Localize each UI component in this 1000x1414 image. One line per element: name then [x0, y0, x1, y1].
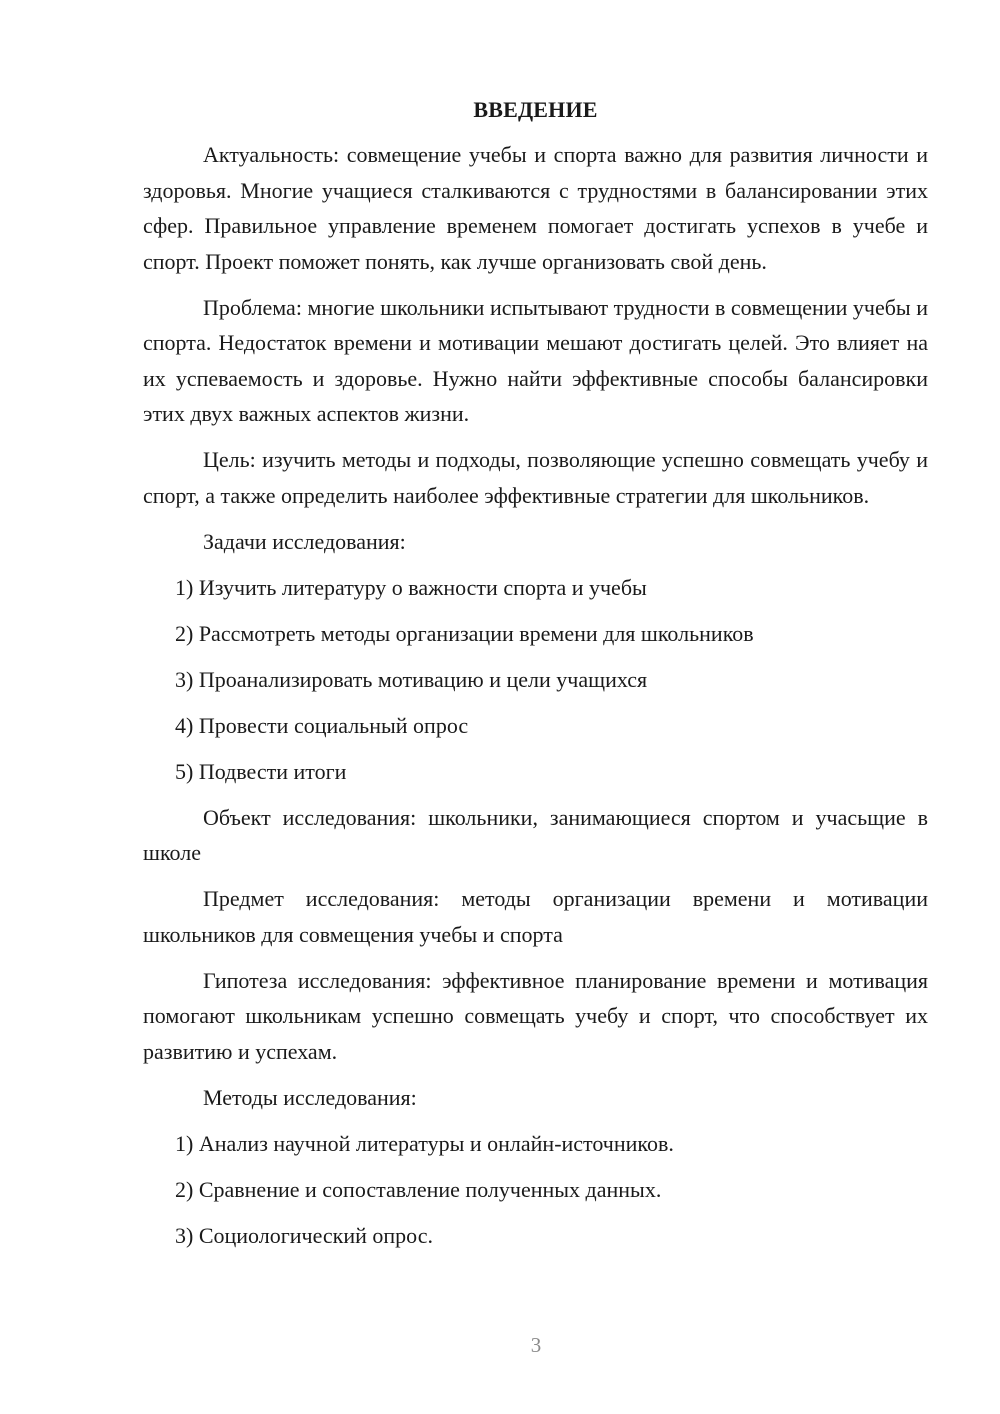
methods-list-item: 2) Сравнение и сопоставление полученных данных. — [175, 1176, 662, 1202]
tasks-label: Задачи исследования: — [203, 528, 406, 554]
page-title: ВВЕДЕНИЕ — [473, 97, 598, 122]
tasks-list-item: 1) Изучить литературу о важности спорта и учебы — [175, 574, 647, 600]
page-content — [143, 92, 928, 1253]
goal-paragraph: Цель: изучить методы и подходы, позволяющие успешно совмещать учебу и спорт, а также определить наиболее эффективные стратегии для школьников. — [143, 447, 928, 508]
tasks-list-item: 5) Подвести итоги — [175, 758, 347, 784]
tasks-list-item: 3) Проанализировать мотивацию и цели учащихся — [175, 666, 648, 692]
methods-list-item: 3) Социологический опрос. — [175, 1222, 433, 1248]
relevance-paragraph: Актуальность: совмещение учебы и спорта важно для развития личности и здоровья. Многие учащиеся сталкиваются с трудностями в балансировании этих сфер. Правильное управление временем помогает достигать успехов в учебе и спорт. Проект поможет понять, как лучше организовать свой день. — [143, 142, 928, 274]
problem-paragraph: Проблема: многие школьники испытывают трудности в совмещении учебы и спорта. Недостаток времени и мотивации мешают достигать целей. Это влияет на их успеваемость и здоровье. Нужно найти эффективные способы балансировки этих двух важных аспектов жизни. — [143, 294, 928, 426]
methods-list-item: 1) Анализ научной литературы и онлайн-источников. — [175, 1130, 674, 1156]
page-number: 3 — [530, 1333, 542, 1357]
tasks-list-item: 2) Рассмотреть методы организации времени для школьников — [175, 620, 754, 646]
methods-label: Методы исследования: — [203, 1084, 417, 1110]
tasks-list-item: 4) Провести социальный опрос — [175, 712, 469, 738]
subject-paragraph: Предмет исследования: методы организации времени и мотивации школьников для совмещения учебы и спорта — [143, 886, 928, 947]
hypothesis-paragraph: Гипотеза исследования: эффективное планирование времени и мотивация помогают школьникам успешно совмещать учебу и спорт, что способствует их развитию и успехам. — [143, 967, 928, 1064]
object-paragraph: Объект исследования: школьники, занимающиеся спортом и учасьщие в школе — [143, 804, 928, 865]
